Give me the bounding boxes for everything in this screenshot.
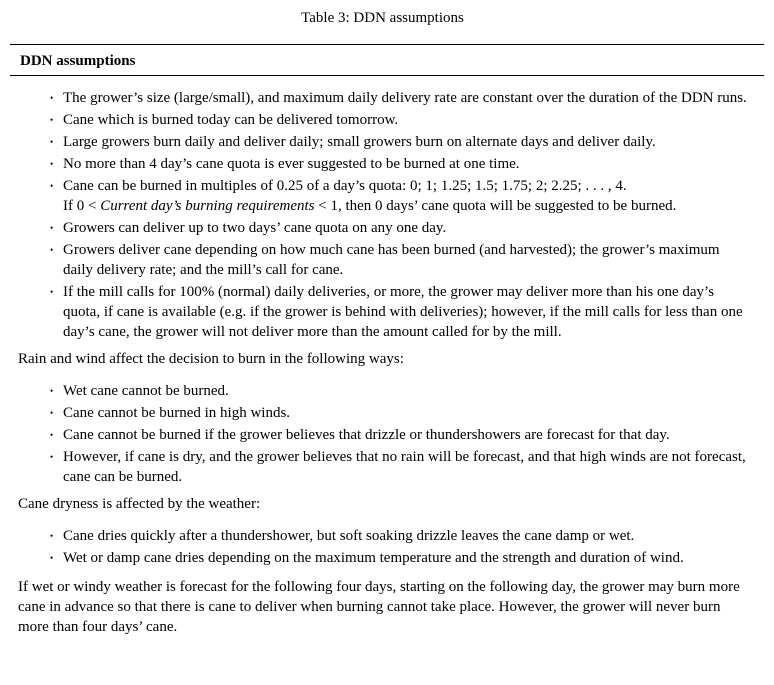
table-caption: Table 3: DDN assumptions [301, 10, 464, 26]
list-item [50, 381, 747, 401]
rain-wind-list [18, 381, 747, 487]
list-item [50, 218, 747, 238]
list-item-text: Cane cannot be burned in high winds. [63, 405, 291, 421]
list-item-text [63, 176, 747, 216]
list-item-text: If the mill calls for 100% (normal) daily deliveries, or more, the grower may deliver more than his one day’s quota, if cane is available (e.g. if the grower is behind with deliveries); however, if the mill calls for less than one day’s cane, the grower will not deliver more than the amount called for by the mill. [63, 284, 743, 340]
list-item-text: Wet cane cannot be burned. [63, 383, 229, 399]
list-item-text: Wet or damp cane dries depending on the maximum temperature and the strength and duration of wind. [63, 550, 684, 566]
assumptions-list [18, 88, 747, 342]
list-item [50, 425, 747, 445]
list-item [50, 240, 747, 280]
bullet-icon: • [50, 386, 54, 396]
list-item-text: The grower’s size (large/small), and maximum daily delivery rate are constant over the duration of the DDN runs. [63, 90, 747, 106]
list-item-text: Cane cannot be burned if the grower believes that drizzle or thundershowers are forecast for that day. [63, 427, 670, 443]
list-item [50, 154, 747, 174]
bullet-icon: • [50, 159, 54, 169]
bullet-icon: • [50, 93, 54, 103]
list-item [50, 88, 747, 108]
bullet-icon: • [50, 553, 54, 563]
quota-line2 [63, 198, 676, 214]
cane-dryness-intro: Cane dryness is affected by the weather: [18, 496, 261, 512]
list-item [50, 110, 747, 130]
bullet-icon: • [50, 181, 54, 191]
list-item [50, 526, 747, 546]
bullet-icon: • [50, 408, 54, 418]
list-item-text: Cane which is burned today can be delivered tomorrow. [63, 112, 399, 128]
list-item [50, 548, 747, 568]
closing-paragraph: If wet or windy weather is forecast for the following four days, starting on the following day, the grower may burn more cane in advance so that there is cane to deliver when burning cannot take place. However, the grower will never burn more than four days’ cane. [18, 579, 740, 635]
list-item [50, 447, 747, 487]
quota-line2-pre: If 0 < [63, 198, 101, 214]
rain-wind-intro: Rain and wind affect the decision to burn in the following ways: [18, 351, 404, 367]
list-item-text: However, if cane is dry, and the grower believes that no rain will be forecast, and that high winds are not forecast, cane can be burned. [63, 449, 746, 485]
quota-line2-post: < 1, then 0 days’ cane quota will be suggested to be burned. [314, 198, 677, 214]
list-item [50, 132, 747, 152]
list-item-text: Large growers burn daily and deliver daily; small growers burn on alternate days and deliver daily. [63, 134, 656, 150]
bullet-icon: • [50, 137, 54, 147]
cane-dryness-list [18, 526, 747, 568]
bullet-icon: • [50, 245, 54, 255]
bullet-icon: • [50, 430, 54, 440]
table-header-rule [10, 75, 764, 76]
bullet-icon: • [50, 115, 54, 125]
bullet-icon: • [50, 223, 54, 233]
bullet-icon: • [50, 452, 54, 462]
list-item-text: Cane dries quickly after a thundershower, but soft soaking drizzle leaves the cane damp or wet. [63, 528, 635, 544]
bullet-icon: • [50, 531, 54, 541]
list-item-text: No more than 4 day’s cane quota is ever suggested to be burned at one time. [63, 156, 520, 172]
quota-line1: Cane can be burned in multiples of 0.25 of a day’s quota: 0; 1; 1.25; 1.5; 1.75; 2; 2.25; . . . , 4. [63, 178, 627, 194]
list-item [50, 403, 747, 423]
list-item-text: Growers deliver cane depending on how much cane has been burned (and harvested); the grower’s maximum daily delivery rate; and the mill’s call for cane. [63, 242, 720, 278]
table-header: DDN assumptions [20, 53, 136, 69]
list-item [50, 282, 747, 342]
list-item [50, 176, 747, 216]
bullet-icon: • [50, 287, 54, 297]
list-item-text: Growers can deliver up to two days’ cane quota on any one day. [63, 220, 447, 236]
quota-line2-italic: Current day’s burning requirements [100, 198, 315, 214]
